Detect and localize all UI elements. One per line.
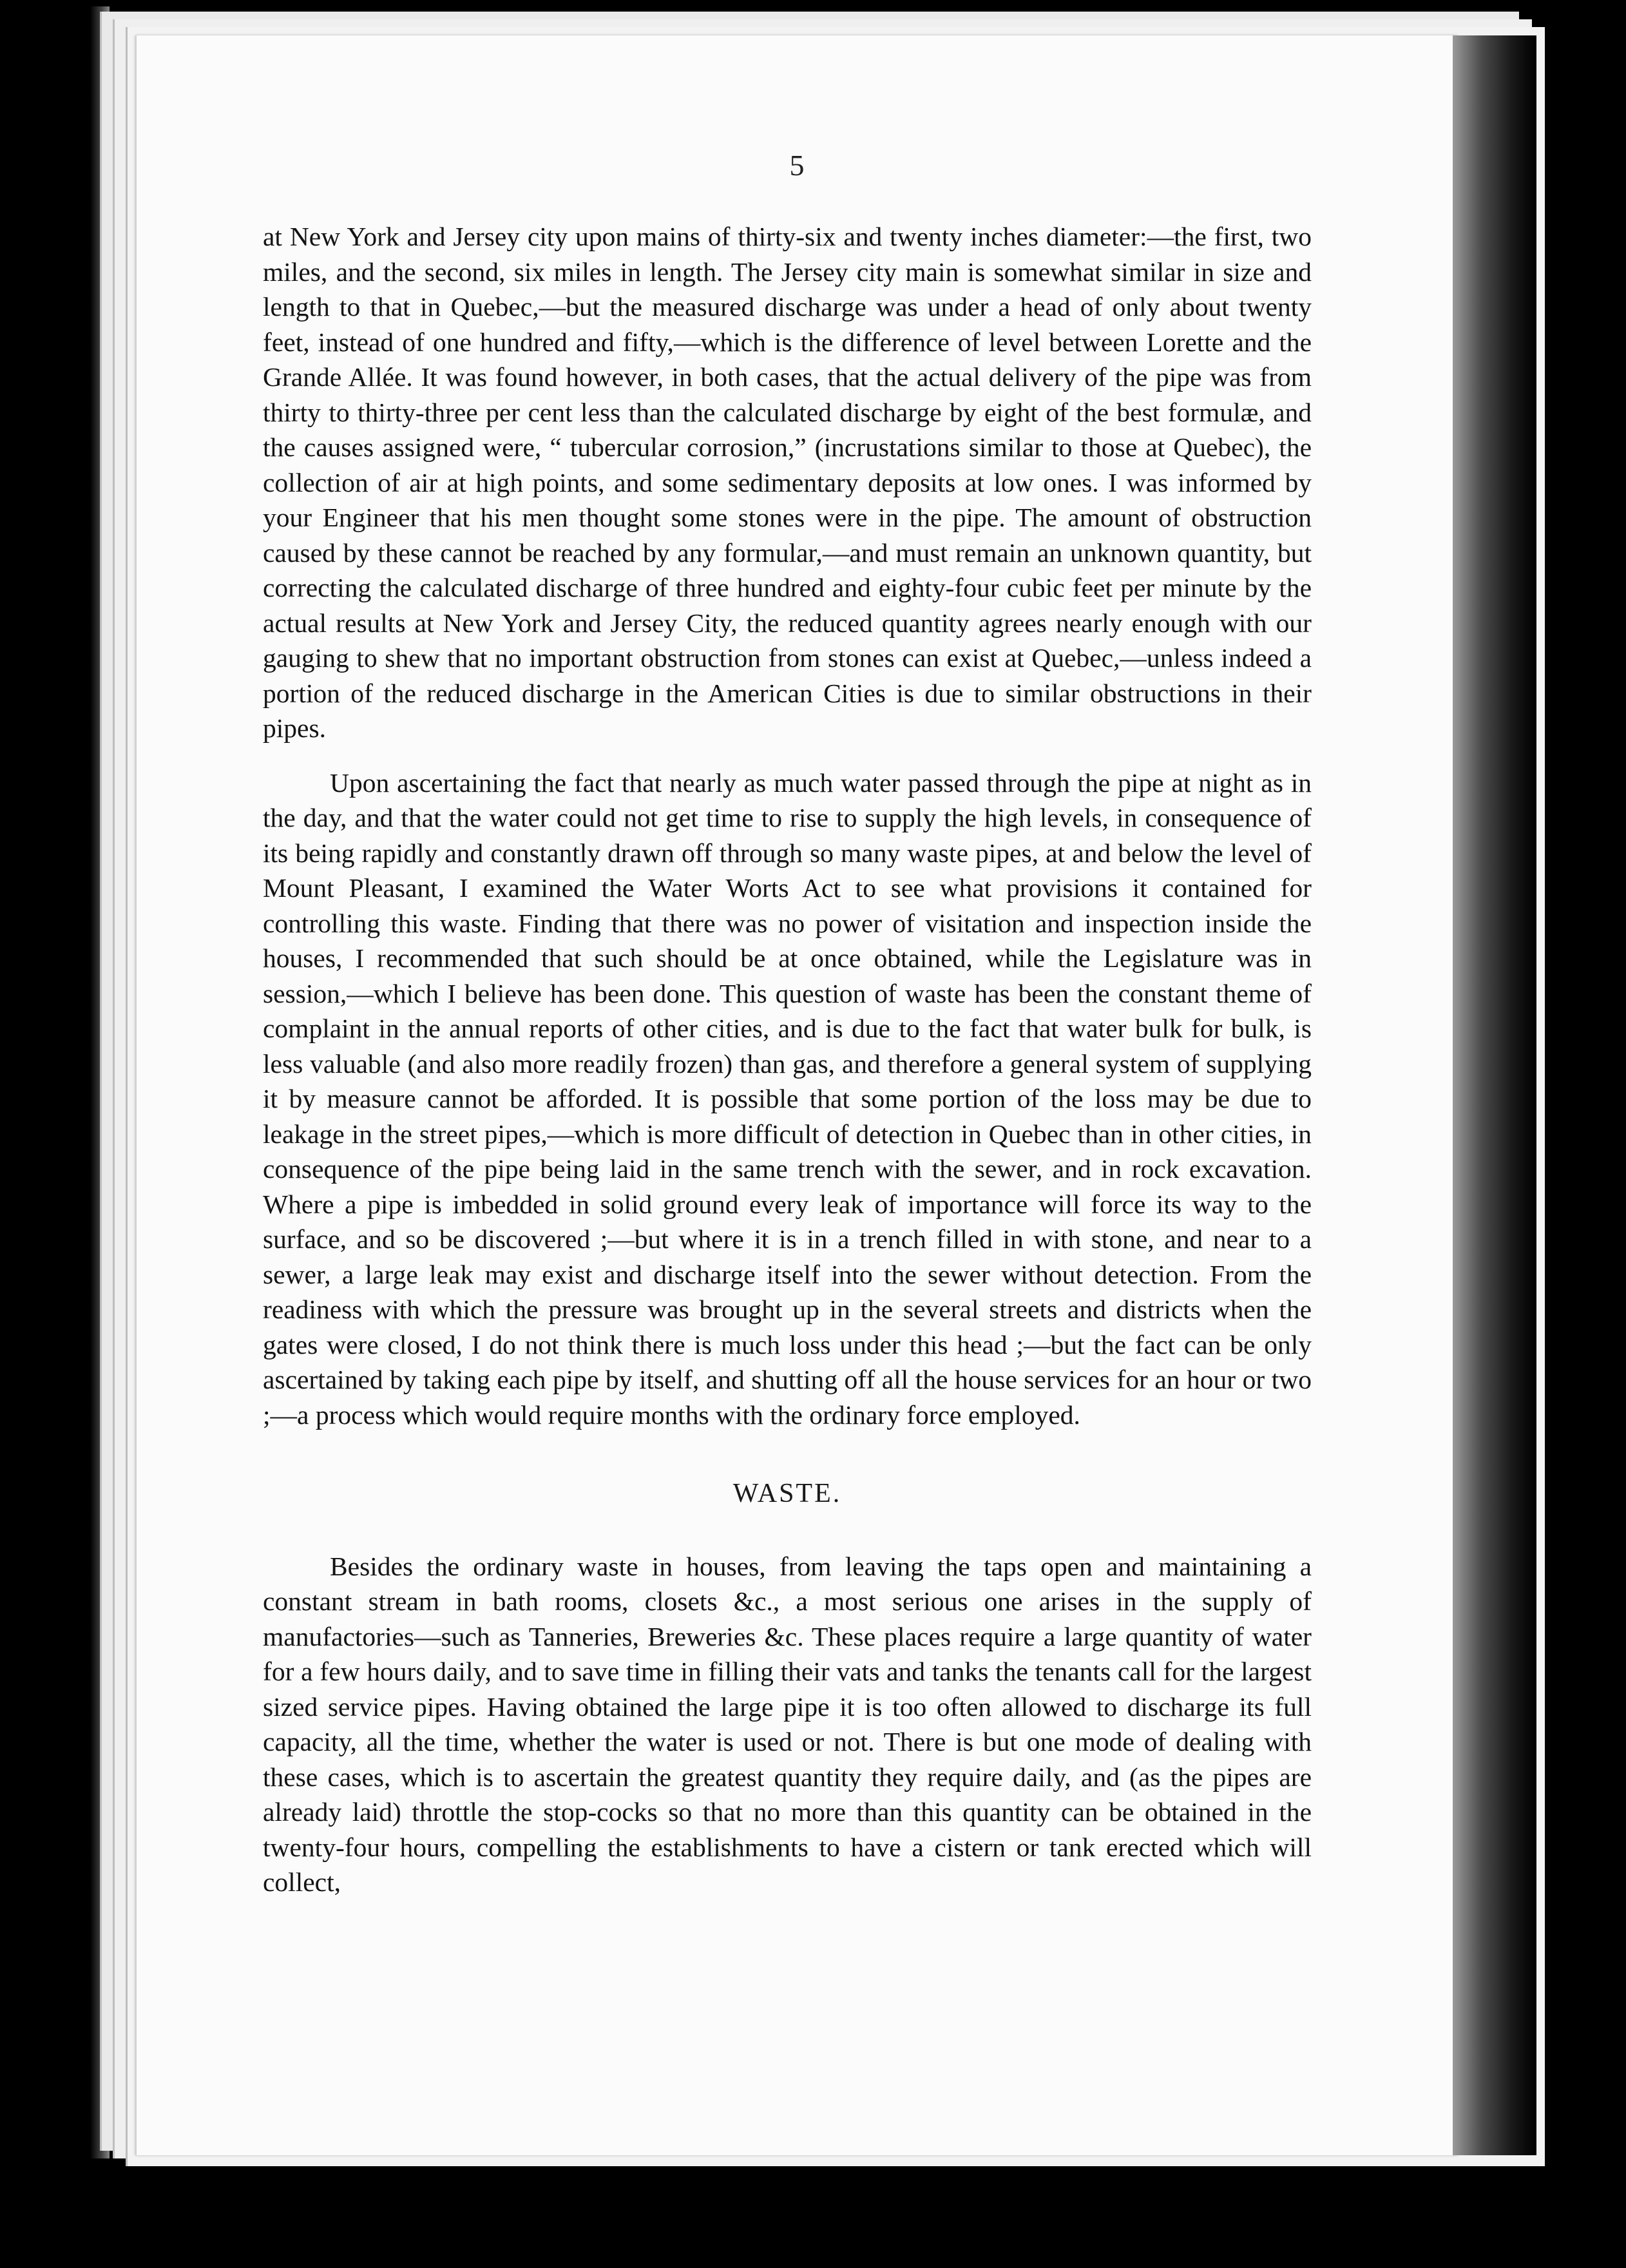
body-text bbox=[263, 219, 1312, 1900]
paragraph-continuation: at New York and Jersey city upon mains of thirty-six and twenty inches diameter:—the first, two miles, and the second, six miles in length. The Jersey city main is somewhat similar in size and length to that in Quebec,—but the measured discharge was under a head of only about twenty feet, instead of one hundred and fifty,—which is the difference of level between Lorette and the Grande Allée. It was found however, in both cases, that the actual delivery of the pipe was from thirty to thirty-three per cent less than the calculated discharge by eight of the best formulæ, and the causes assigned were, “ tubercular corrosion,” (incrustations similar to those at Quebec), the collection of air at high points, and some sedimentary deposits at low ones. I was informed by your Engineer that his men thought some stones were in the pipe. The amount of obstruction caused by these cannot be reached by any formular,—and must remain an unknown quantity, but correcting the calculated discharge of three hundred and eighty-four cubic feet per minute by the actual results at New York and Jersey City, the reduced quantity agrees nearly enough with our gauging to shew that no important obstruction from stones can exist at Quebec,—unless indeed a portion of the reduced discharge in the American Cities is due to similar obstructions in their pipes. bbox=[263, 222, 1312, 743]
scanned-page bbox=[135, 35, 1457, 2155]
paragraph: Besides the ordinary waste in houses, from leaving the taps open and maintaining a constant stream in bath rooms, closets &c., a most serious one arises in the supply of manufactories—such as Tanneries, Breweries &c. These places require a large quantity of water for a few hours daily, and to save time in filling their vats and tanks the tenants call for the largest sized service pipes. Having obtained the large pipe it is too often allowed to discharge its full capacity, all the time, whether the water is used or not. There is but one mode of dealing with these cases, which is to ascertain the greatest quantity they require daily, and (as the pipes are already laid) throttle the stop-cocks so that no more than this quantity can be obtained in the twenty-four hours, compelling the establishments to have a cistern or tank erected which will collect, bbox=[263, 1551, 1312, 1897]
page-number: 5 bbox=[789, 149, 805, 182]
paragraph: Upon ascertaining the fact that nearly as much water passed through the pipe at night as in the day, and that the water could not get time to rise to supply the high levels, in consequence of its being rapidly and constantly drawn off through so many waste pipes, at and below the level of Mount Pleasant, I examined the Water Worts Act to see what provisions it contained for controlling this waste. Finding that there was no power of visitation and inspection inside the houses, I recommended that such should be at once obtained, while the Legislature was in session,—which I believe has been done. This question of waste has been the constant theme of complaint in the annual reports of other cities, and is due to the fact that water bulk for bulk, is less valuable (and also more readily frozen) than gas, and therefore a general system of supplying it by measure cannot be afforded. It is possible that some portion of the loss may be due to leakage in the street pipes,—which is more difficult of detection in Quebec than in other cities, in consequence of the pipe being laid in the same trench with the sewer, and in rock excavation. Where a pipe is imbedded in solid ground every leak of importance will force its way to the surface, and so be discovered ;—but where it is in a trench filled in with stone, and near to a sewer, a large leak may exist and discharge itself into the sewer without detection. From the readiness with which the pressure was brought up in the several streets and districts when the gates were closed, I do not think there is much loss under this head ;—but the fact can be only ascertained by taking each pipe by itself, and shutting off all the house services for an hour or two ;—a process which would require months with the ordinary force employed. bbox=[263, 767, 1312, 1430]
binding-shadow bbox=[1453, 35, 1536, 2155]
section-heading-waste: WASTE. bbox=[732, 1479, 842, 1508]
